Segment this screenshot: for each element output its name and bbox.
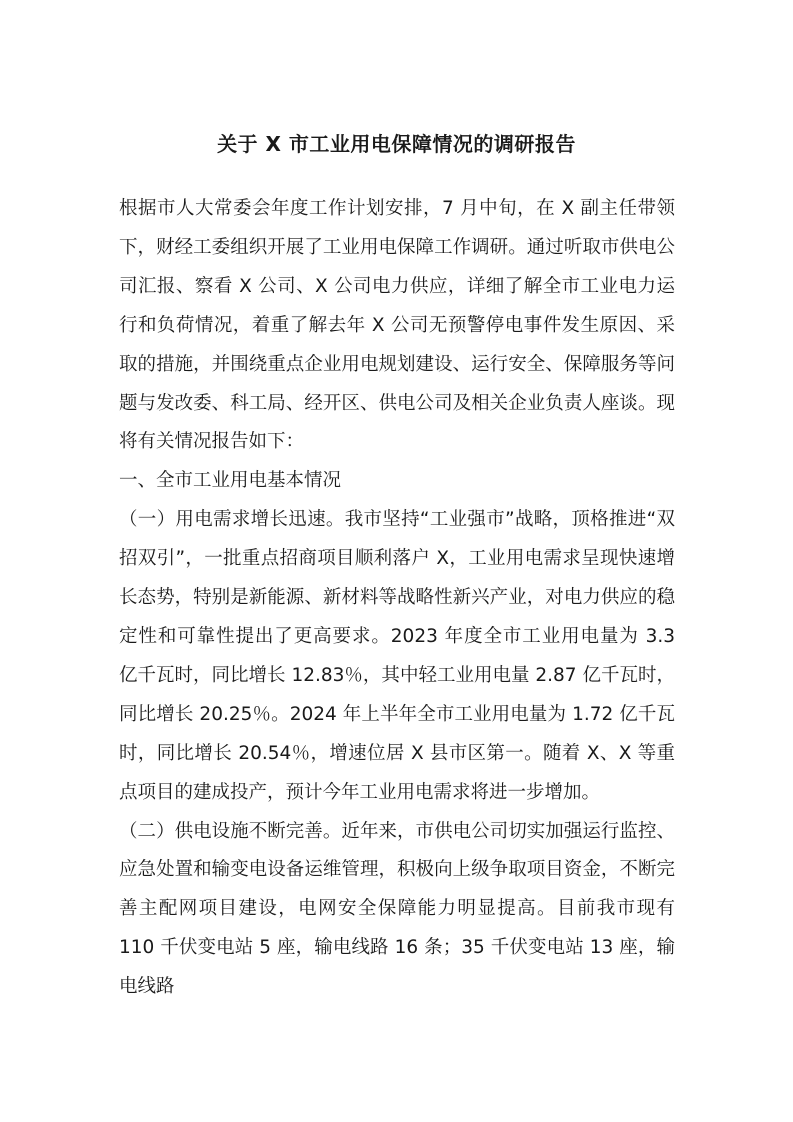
document-title: 关于 X 市工业用电保障情况的调研报告 — [217, 132, 576, 156]
document-body — [119, 190, 675, 1007]
section-heading-1: 一、全市工业用电基本情况 — [119, 470, 342, 492]
paragraph-demand-growth: （一）用电需求增长迅速。我市坚持“工业强市”战略，顶格推进“双招双引”，一批重点招商项目顺利落户 X，工业用电需求呈现快速增长态势，特别是新能源、新材料等战略性新兴产业，对电力供应的稳定性和可靠性提出了更高要求。2023 年度全市工业用电量为 3.3 亿千瓦时，同比增长 12.83％，其中轻工业用电量 2.87 亿千瓦时，同比增长 20.25％。2024 年上半年全市工业用电量为 1.72 亿千瓦时，同比增长 20.54％，增速位居 X 县市区第一。随着 X、X 等重点项目的建成投产，预计今年工业用电需求将进一步增加。 — [119, 509, 675, 803]
paragraph-facilities: （二）供电设施不断完善。近年来，市供电公司切实加强运行监控、应急处置和输变电设备运维管理，积极向上级争取项目资金，不断完善主配网项目建设，电网安全保障能力明显提高。目前我市现有 110 千伏变电站 5 座，输电线路 16 条；35 千伏变电站 13 座，输电线路 — [119, 820, 675, 998]
paragraph-intro: 根据市人大常委会年度工作计划安排，7 月中旬，在 X 副主任带领下，财经工委组织开展了工业用电保障工作调研。通过听取市供电公司汇报、察看 X 公司、X 公司电力供应，详细了解全市工业电力运行和负荷情况，着重了解去年 X 公司无预警停电事件发生原因、采取的措施，并围绕重点企业用电规划建设、运行安全、保障服务等问题与发改委、科工局、经开区、供电公司及相关企业负责人座谈。现将有关情况报告如下： — [119, 198, 675, 453]
